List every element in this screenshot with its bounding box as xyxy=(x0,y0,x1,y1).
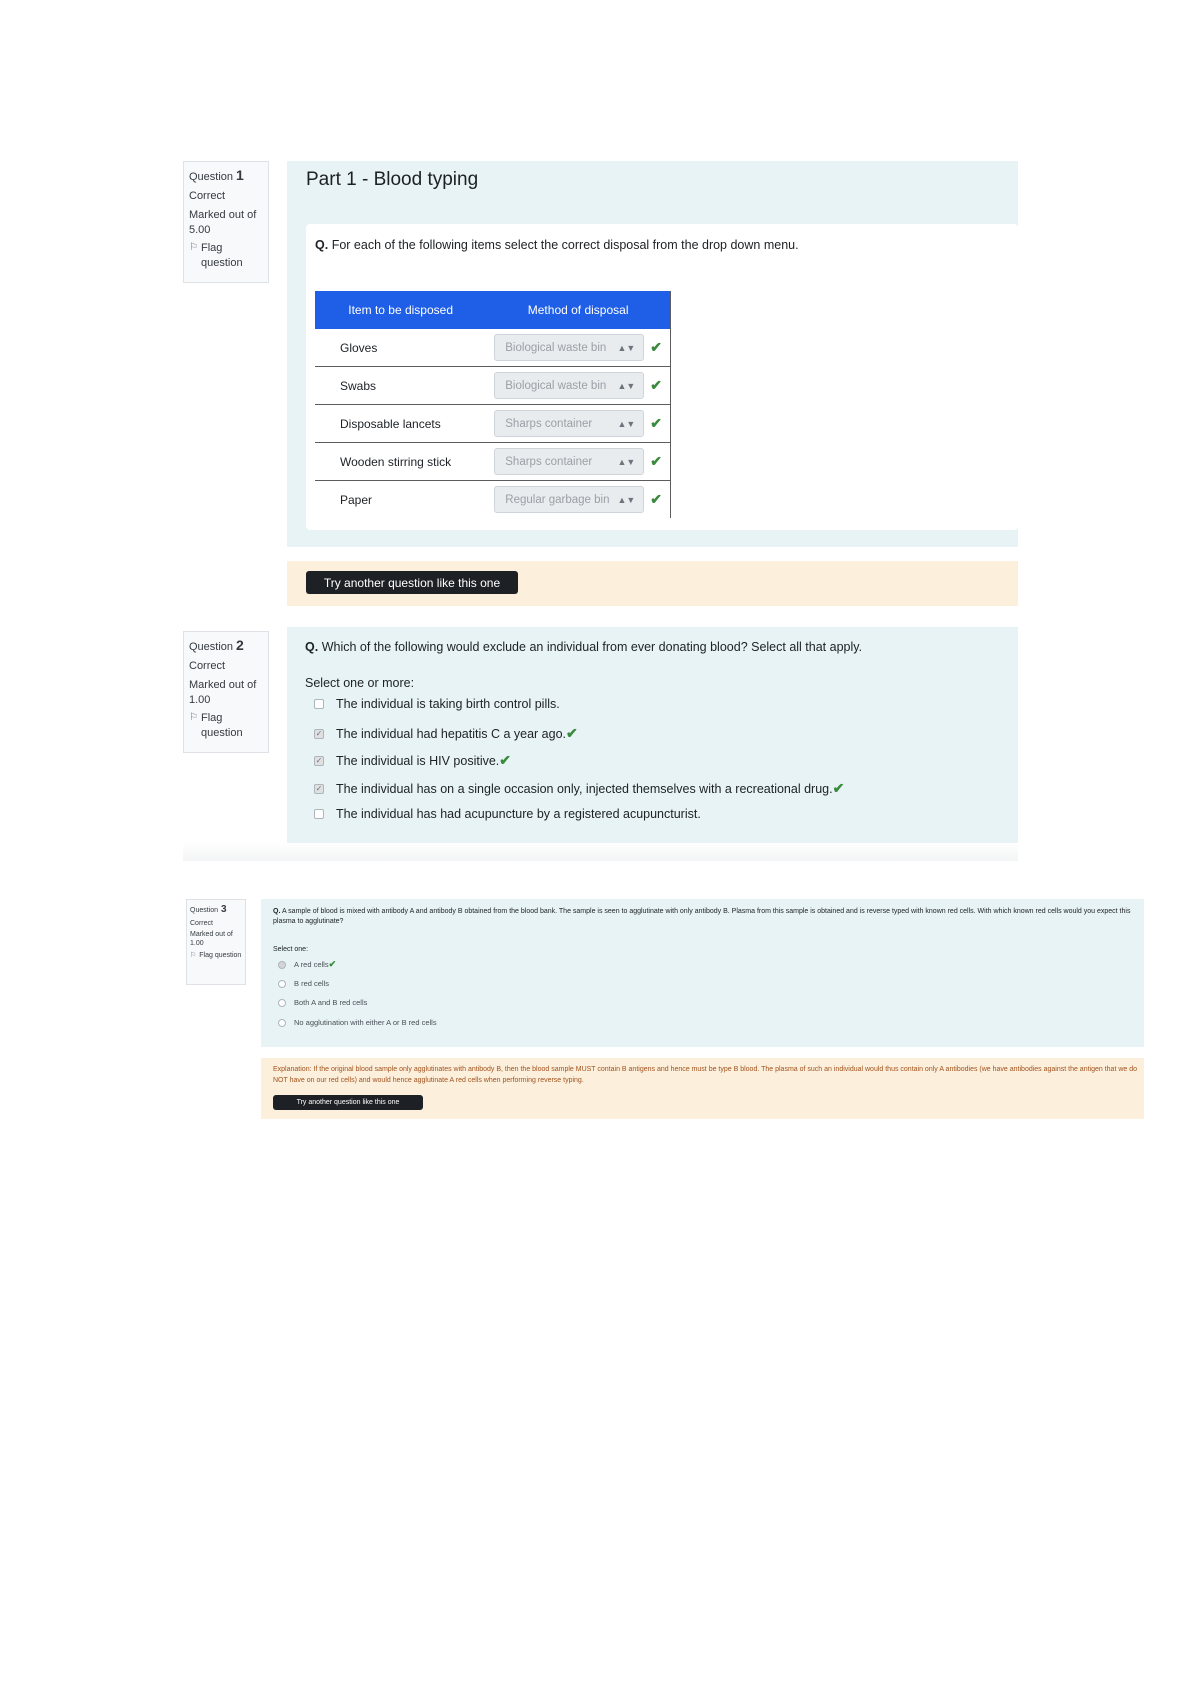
check-icon: ✔ xyxy=(650,491,662,507)
table-row xyxy=(315,329,671,367)
column-header-item: Item to be disposed xyxy=(315,291,486,329)
table-row xyxy=(315,481,671,519)
disposal-table xyxy=(315,291,671,518)
item-cell: Swabs xyxy=(315,367,486,405)
question-status: Correct xyxy=(189,659,226,672)
question-text: Q. For each of the following items select the correct disposal from the drop down menu. xyxy=(315,238,799,252)
flag-icon: ⚐ xyxy=(189,242,198,254)
question-info-2 xyxy=(183,631,269,753)
disposal-select[interactable]: Biological waste bin ▲▼ xyxy=(494,372,644,399)
disposal-select[interactable]: Biological waste bin ▲▼ xyxy=(494,334,644,361)
flag-question-link[interactable]: ⚐ Flag question xyxy=(189,242,243,270)
select-arrows-icon: ▲▼ xyxy=(617,494,636,505)
disposal-select[interactable]: Regular garbage bin ▲▼ xyxy=(494,486,644,513)
answer-option[interactable]: ✓ The individual had hepatitis C a year ago.✔ xyxy=(315,725,578,741)
table-row xyxy=(315,443,671,481)
answer-radio[interactable] xyxy=(278,961,286,969)
item-cell: Paper xyxy=(315,481,486,519)
explanation-text: Explanation: If the original blood sample only agglutinates with antibody B, then the blood sample MUST contain B antigens and hence must be type B blood. The plasma of such an individual would thus contain only A antibodies (we have antibodies against the antigen that we do NOT have on our red cells) and would hence agglutinate A red cells when performing reverse typing. xyxy=(273,1066,1138,1084)
select-prompt: Select one: xyxy=(273,946,309,953)
check-icon: ✔ xyxy=(499,752,512,768)
answer-checkbox[interactable]: ✓ xyxy=(315,729,323,738)
table-row xyxy=(315,367,671,405)
column-header-method: Method of disposal xyxy=(486,291,670,329)
question-1-formulation xyxy=(306,224,1018,530)
answer-option[interactable]: The individual has had acupuncture by a registered acupuncturist. xyxy=(314,807,701,821)
item-cell: Wooden stirring stick xyxy=(315,443,486,481)
select-arrows-icon: ▲▼ xyxy=(617,456,636,467)
try-another-question-button[interactable]: Try another question like this one xyxy=(306,571,518,594)
question-3-content xyxy=(261,899,1144,1047)
select-arrows-icon: ▲▼ xyxy=(617,380,636,391)
question-grade: Marked out of 1.00 xyxy=(190,930,233,948)
check-icon: ✔ xyxy=(650,415,662,431)
question-info-3 xyxy=(186,899,246,985)
answer-option[interactable]: ✓ The individual has on a single occasion only, injected themselves with a recreational drug.✔ xyxy=(315,780,845,796)
select-arrows-icon: ▲▼ xyxy=(617,418,636,429)
question-3-feedback xyxy=(261,1058,1144,1119)
answer-checkbox[interactable] xyxy=(314,809,324,819)
check-icon: ✔ xyxy=(832,780,845,796)
answer-option[interactable]: The individual is taking birth control pills. xyxy=(314,697,560,711)
answer-option[interactable]: No agglutination with either A or B red cells xyxy=(278,1018,437,1027)
question-2-content xyxy=(287,627,1018,848)
check-icon: ✔ xyxy=(650,377,662,393)
flag-question-link[interactable]: ⚐ Flag question xyxy=(190,951,242,959)
answer-radio[interactable] xyxy=(278,980,286,988)
answer-checkbox[interactable]: ✓ xyxy=(315,784,323,793)
question-text: Q. Which of the following would exclude an individual from ever donating blood? Select all that apply. xyxy=(305,640,863,654)
select-prompt: Select one or more: xyxy=(305,676,415,690)
answer-option[interactable]: B red cells xyxy=(278,979,329,988)
check-icon: ✔ xyxy=(650,339,662,355)
answer-radio[interactable] xyxy=(278,999,286,1007)
flag-icon: ⚐ xyxy=(190,951,197,959)
question-status: Correct xyxy=(189,189,226,202)
check-icon: ✔ xyxy=(650,453,662,469)
disposal-select[interactable]: Sharps container ▲▼ xyxy=(494,410,644,437)
question-number: Question 1 xyxy=(189,167,244,183)
check-icon: ✔ xyxy=(328,959,337,969)
select-arrows-icon: ▲▼ xyxy=(617,342,636,353)
check-icon: ✔ xyxy=(566,725,578,741)
question-grade: Marked out of 5.00 xyxy=(189,208,257,236)
question-1-content xyxy=(287,161,1018,547)
disposal-select[interactable]: Sharps container ▲▼ xyxy=(494,448,644,475)
answer-option[interactable]: Both A and B red cells xyxy=(278,998,367,1007)
item-cell: Disposable lancets xyxy=(315,405,486,443)
flag-icon: ⚐ xyxy=(189,712,198,724)
question-status: Correct xyxy=(190,919,213,927)
answer-checkbox[interactable] xyxy=(314,699,324,709)
table-row xyxy=(315,405,671,443)
answer-option[interactable]: A red cells✔ xyxy=(278,959,336,970)
question-number: Question 3 xyxy=(190,904,227,915)
question-info-1 xyxy=(183,161,269,283)
answer-radio[interactable] xyxy=(278,1019,286,1027)
item-cell: Gloves xyxy=(340,340,378,355)
answer-option[interactable]: ✓ The individual is HIV positive.✔ xyxy=(315,752,512,768)
question-text: Q. A sample of blood is mixed with antibody A and antibody B obtained from the blood bank. The sample is seen to agglutinate with only antibody B. Plasma from this sample is obtained and is reverse typed with known red cells. With which known red cells would you expect this plasma to agglutinate? xyxy=(273,908,1131,926)
question-grade: Marked out of 1.00 xyxy=(189,678,257,706)
try-another-question-button[interactable]: Try another question like this one xyxy=(273,1095,423,1110)
section-divider xyxy=(183,843,1018,861)
table-header-row xyxy=(315,291,671,329)
flag-question-link[interactable]: ⚐ Flag question xyxy=(189,712,243,740)
answer-checkbox[interactable]: ✓ xyxy=(315,756,323,765)
question-number: Question 2 xyxy=(189,637,244,653)
page-title: Part 1 - Blood typing xyxy=(306,169,479,190)
question-1-actions xyxy=(287,561,1018,606)
